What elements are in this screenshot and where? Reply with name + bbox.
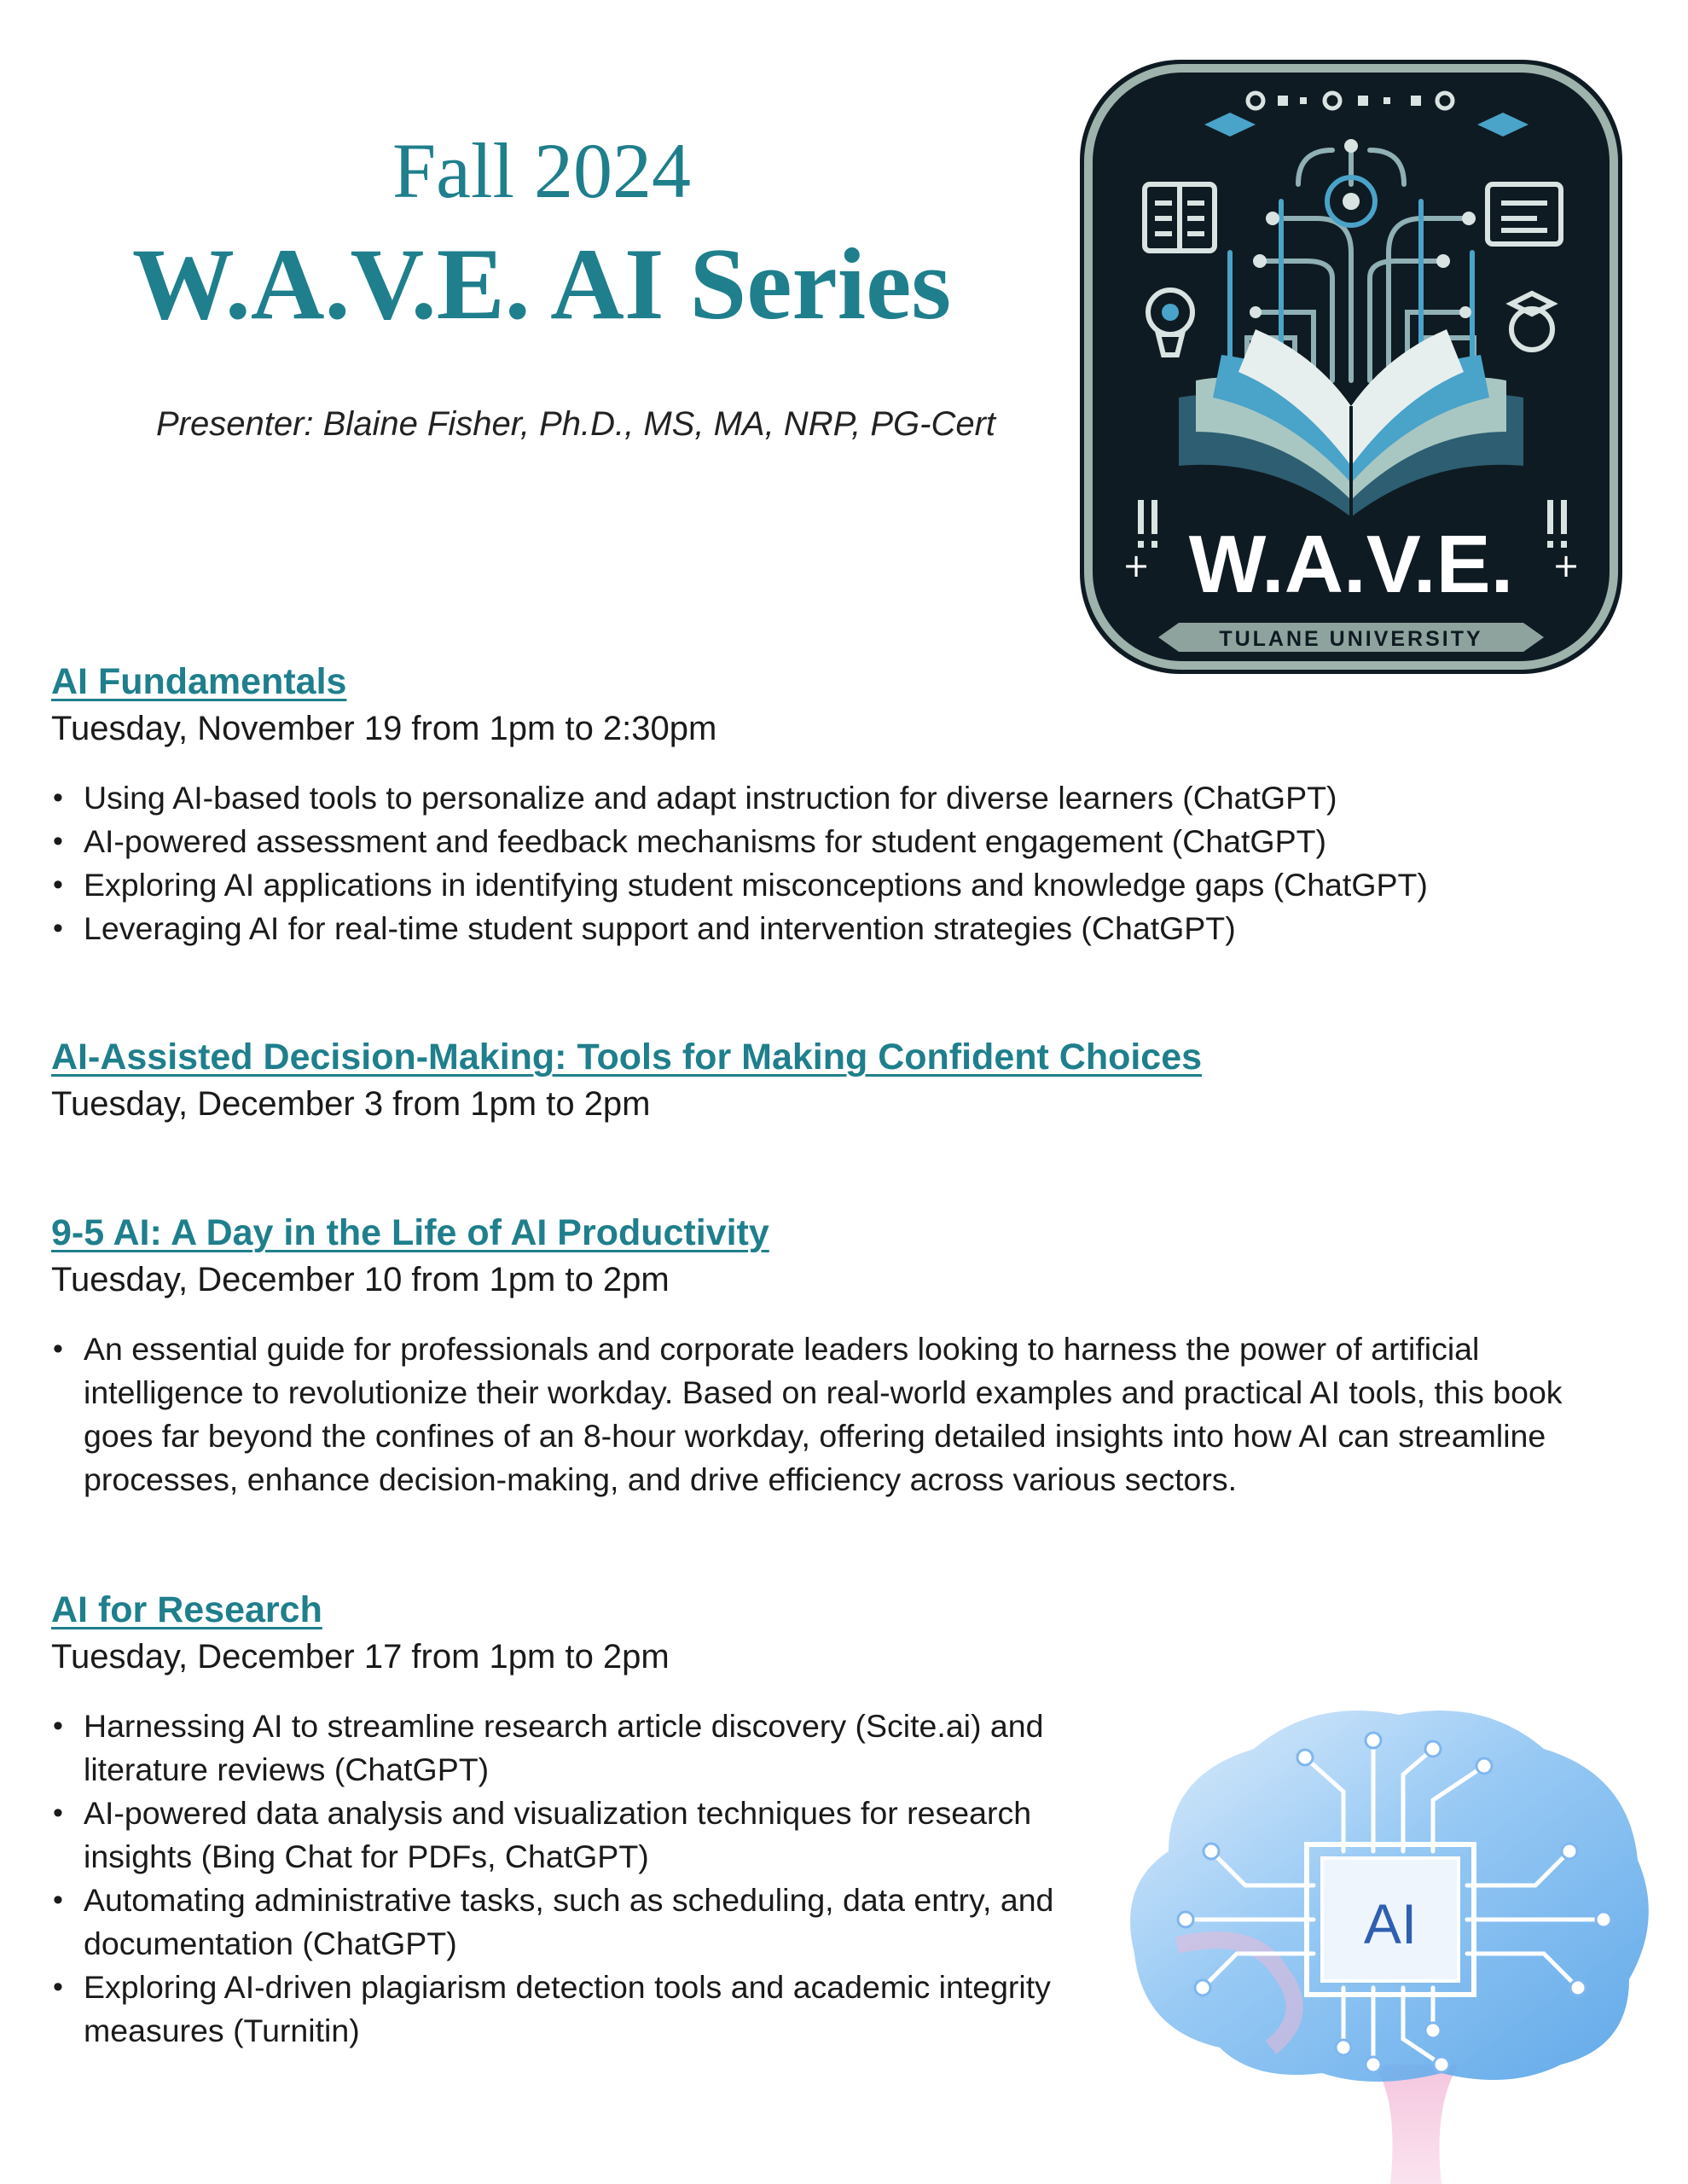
list-item: • AI-powered assessment and feedback mechanisms for student engagement (ChatGPT): [51, 820, 1621, 863]
list-item: • Exploring AI-driven plagiarism detection tools and academic integrity measures (Turnitin): [51, 1966, 1109, 2053]
session-time: Tuesday, December 3 from 1pm to 2pm: [51, 1085, 651, 1123]
session-title[interactable]: AI-Assisted Decision-Making: Tools for Making Confident Choices: [51, 1037, 1203, 1077]
wave-logo: [1076, 56, 1626, 677]
series-year: Fall 2024: [392, 127, 692, 214]
list-item: • Using AI-based tools to personalize and adapt instruction for diverse learners (ChatGPT): [51, 776, 1621, 820]
list-item: • Leveraging AI for real-time student support and intervention strategies (ChatGPT): [51, 907, 1621, 950]
series-title: W.A.V.E. AI Series: [131, 227, 952, 341]
list-item: • Harnessing AI to streamline research article discovery (Scite.ai) and literature reviews (ChatGPT): [51, 1705, 1109, 1792]
session-topics: [51, 776, 1621, 950]
chip-label: AI: [1363, 1892, 1418, 1955]
sparkle-icon: +: [1122, 547, 1150, 584]
session-time: Tuesday, November 19 from 1pm to 2:30pm: [51, 710, 717, 747]
logo-wordmark: W.A.V.E.: [1188, 519, 1514, 610]
list-item: • Exploring AI applications in identifying student misconceptions and knowledge gaps (ChatGPT): [51, 863, 1621, 907]
session-time: Tuesday, December 17 from 1pm to 2pm: [51, 1638, 670, 1676]
session-title[interactable]: AI for Research: [51, 1589, 322, 1630]
session-decision-making: [51, 1034, 1621, 1128]
session-topics: [51, 1327, 1621, 1502]
session-ai-for-research: [51, 1587, 1126, 2053]
session-ai-fundamentals: [51, 659, 1621, 950]
session-topics: [51, 1705, 1126, 2053]
sparkle-icon: +: [1552, 547, 1580, 584]
list-item: • AI-powered data analysis and visualization techniques for research insights (Bing Chat for PDFs, ChatGPT): [51, 1792, 1109, 1879]
session-productivity: [51, 1210, 1621, 1502]
presenter-line: Presenter: Blaine Fisher, Ph.D., MS, MA, NRP, PG-Cert: [155, 405, 996, 444]
list-item: • An essential guide for professionals and corporate leaders looking to harness the power of artificial intelligence to revolutionize their workday. Based on real-world examples and practical AI tools, this book goes far beyond the confines of an 8-hour workday, offering detailed insights into how AI can streamline processes, enhance decision-making, and drive efficiency across various sectors.: [51, 1327, 1604, 1502]
session-title[interactable]: 9-5 AI: A Day in the Life of AI Productivity: [51, 1212, 769, 1253]
header: [51, 128, 1032, 444]
session-time: Tuesday, December 10 from 1pm to 2pm: [51, 1261, 670, 1298]
ai-brain-illustration: [1117, 1689, 1663, 2184]
session-title[interactable]: AI Fundamentals: [51, 661, 347, 702]
list-item: • Automating administrative tasks, such as scheduling, data entry, and documentation (ChatGPT): [51, 1879, 1109, 1966]
logo-institution: TULANE UNIVERSITY: [1219, 627, 1483, 651]
